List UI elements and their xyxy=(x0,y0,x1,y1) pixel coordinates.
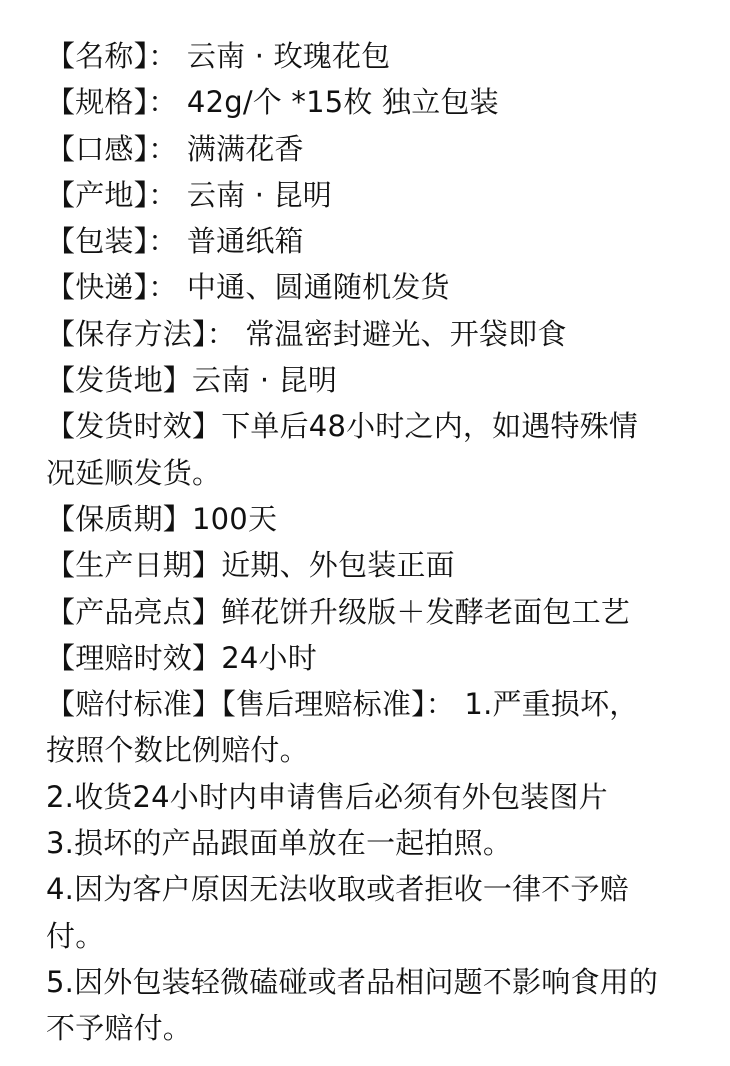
text-line-rule-4-cont: 付。 xyxy=(46,918,105,953)
text-line-compensation-cont: 按照个数比例赔付。 xyxy=(46,733,309,768)
text-line-ship-time-cont: 况延顺发货。 xyxy=(46,455,222,490)
text-line-highlights: 【产品亮点】鲜花饼升级版＋发酵老面包工艺 xyxy=(46,594,631,629)
text-line-ship-time: 【发货时效】下单后48小时之内，如遇特殊情 xyxy=(46,409,639,444)
text-line-storage: 【保存方法】： 常温密封避光、开袋即食 xyxy=(46,316,567,351)
text-line-taste: 【口感】： 满满花香 xyxy=(46,131,304,166)
text-line-rule-2: 2.收货24小时内申请售后必须有外包装图片 xyxy=(46,779,608,814)
text-line-rule-3: 3.损坏的产品跟面单放在一起拍照。 xyxy=(46,826,513,861)
text-line-origin: 【产地】： 云南 · 昆明 xyxy=(46,177,332,212)
text-line-ship-from: 【发货地】云南 · 昆明 xyxy=(46,363,338,398)
text-line-rule-5-cont: 不予赔付。 xyxy=(46,1011,193,1046)
text-line-production-date: 【生产日期】近期、外包装正面 xyxy=(46,548,455,583)
text-line-shelf-life: 【保质期】100天 xyxy=(46,501,278,536)
text-line-rule-4: 4.因为客户原因无法收取或者拒收一律不予赔 xyxy=(46,872,629,907)
text-line-rule-5: 5.因外包装轻微磕碰或者品相问题不影响食用的 xyxy=(46,964,659,999)
text-line-name: 【名称】： 云南 · 玫瑰花包 xyxy=(46,39,391,73)
text-line-packaging: 【包装】： 普通纸箱 xyxy=(46,224,304,259)
text-line-courier: 【快递】： 中通、圆通随机发货 xyxy=(46,270,450,305)
text-line-compensation: 【赔付标准】【售后理赔标准】： 1.严重损坏， xyxy=(46,687,639,722)
text-line-claim-time: 【理赔时效】24小时 xyxy=(46,640,317,675)
text-line-spec: 【规格】： 42g/个 *15枚 独立包装 xyxy=(46,85,499,120)
